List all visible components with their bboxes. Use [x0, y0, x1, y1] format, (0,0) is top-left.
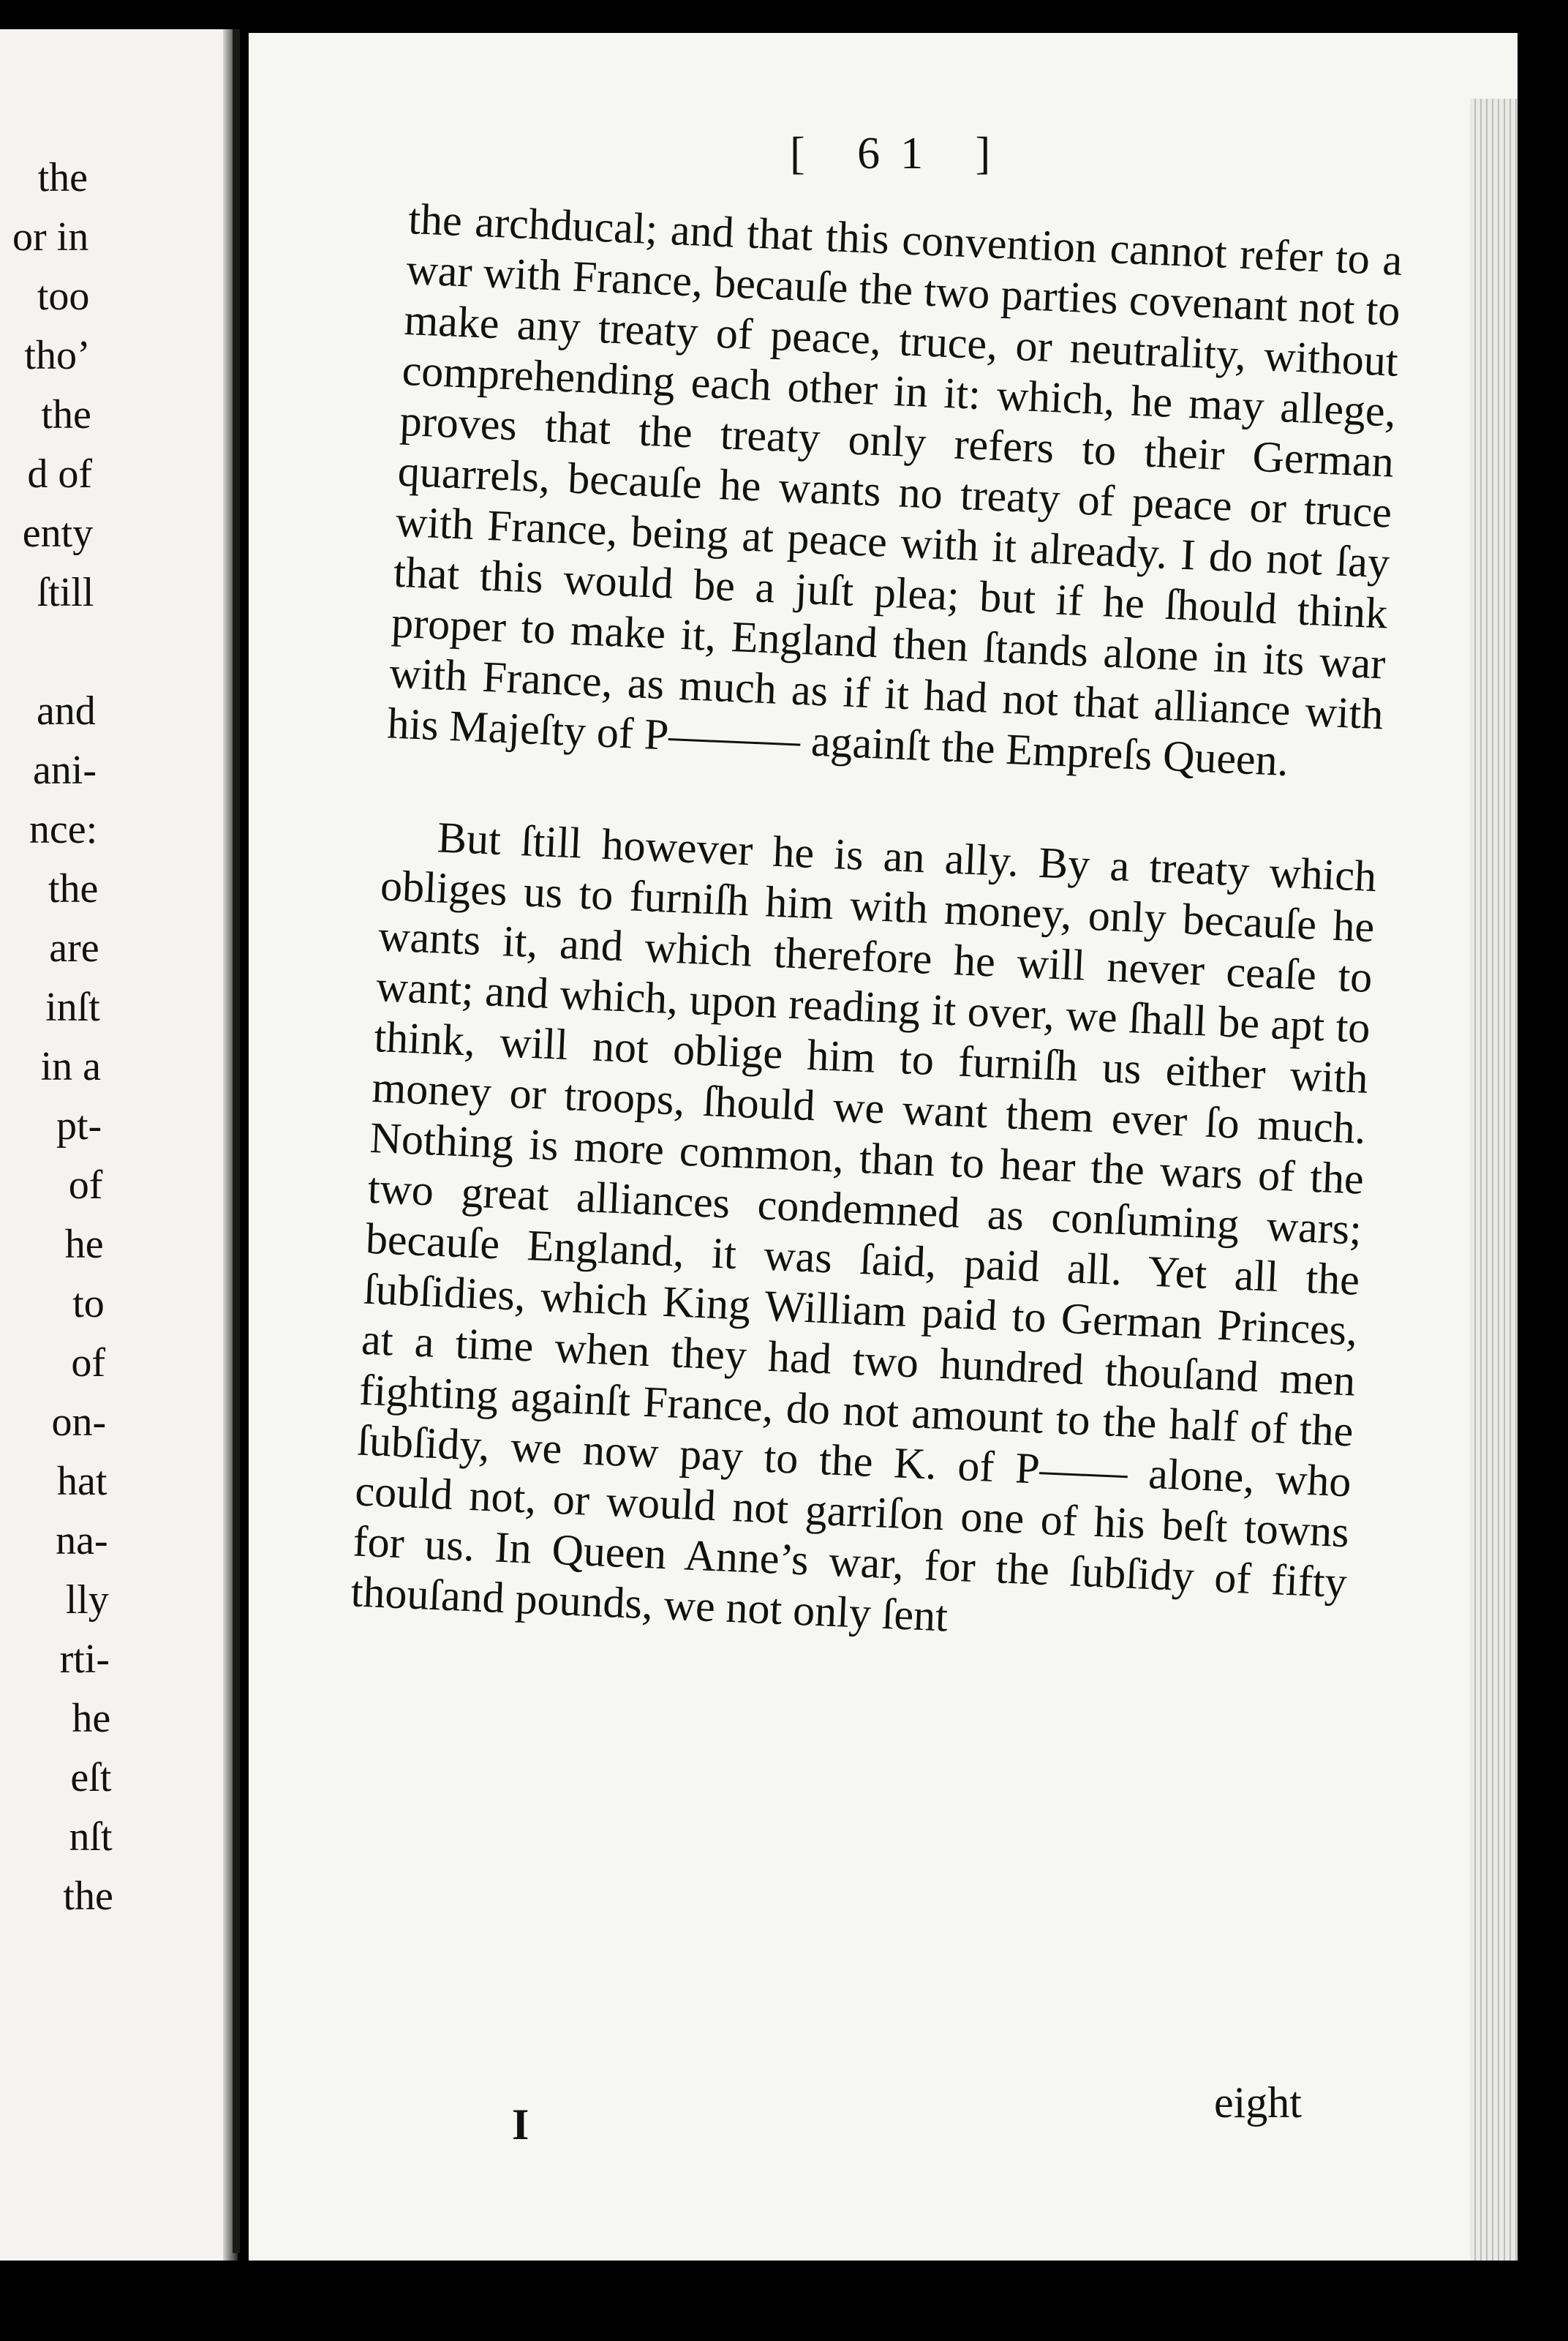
left-page-line: d of	[27, 451, 92, 497]
left-page-line: enty	[22, 511, 94, 556]
left-page-line: the	[63, 1874, 113, 1919]
left-page-line: the	[41, 392, 91, 437]
left-page-line: na-	[56, 1518, 108, 1563]
left-page-line: to	[72, 1281, 105, 1326]
left-page-line: in a	[40, 1044, 101, 1089]
left-page-line: the	[37, 155, 88, 200]
catchword: eight	[1214, 2078, 1302, 2127]
left-page-line: he	[64, 1222, 104, 1267]
page-fold-line	[233, 29, 240, 2253]
left-page-line: hat	[56, 1459, 108, 1504]
left-page-line: and	[36, 688, 96, 734]
left-page-line: inſt	[45, 985, 100, 1030]
left-page-line: ſtill	[37, 570, 94, 615]
left-page-line: ani-	[32, 748, 97, 793]
left-page-line: the	[48, 866, 99, 912]
signature-mark: I	[512, 2100, 529, 2149]
left-page-line: nce:	[29, 807, 98, 852]
right-scan-border	[1518, 0, 1568, 2341]
left-page-line: of	[71, 1340, 105, 1386]
left-page-line: too	[37, 274, 90, 319]
paragraph-1: the archducal; and that this convention cannot refer to a war with France, becauſe the two parties covenant not to make any treaty of peace, truce, or neutrality, without comprehending each other in it: which, he may allege, proves that the treaty only refers to their German quarrels, becauſe he wants no treaty of peace or truce with France, being at peace with it already. I do not ſay that this would be a juſt plea; but if he ſhould think proper to make it, England then ſtands alone in its war with France, as much as if it had not that alliance with his Majeſty of P——— againſt the Empreſs Queen.	[386, 194, 1403, 785]
page-edges	[1470, 99, 1521, 2301]
left-facing-page	[0, 29, 227, 2261]
bottom-scan-border	[0, 2261, 1568, 2341]
paragraph-2: But ſtill however he is an ally. By a treaty which obliges us to furniſh him with money, only becauſe he wants it, and which therefore he will never ceaſe to want; and which, upon reading it over, we ſhall be apt to think, will not oblige him to furniſh us either with money or troops, ſhould we want them ever ſo much. Nothing is more common, than to hear the wars of the two great alliances condemned as conſuming wars; becauſe England, it was ſaid, paid all. Yet all the ſubſidies, which King William paid to German Princes, at a time when they had two hundred thouſand men fighting againſt France, do not amount to the half of the ſubſidy, we now pay to the K. of P—— alone, who could not, or would not garriſon one of his beſt towns for us. In Queen Anne’s war, for the ſubſidy of fifty thouſand pounds, we not only ſent	[350, 813, 1378, 1641]
left-page-line: rti-	[59, 1637, 110, 1682]
page-body	[350, 194, 1403, 1658]
left-page-line: are	[49, 925, 99, 971]
left-page-line: nſt	[69, 1814, 113, 1860]
left-page-line: of	[68, 1162, 103, 1208]
left-page-line: on-	[51, 1399, 107, 1445]
left-page-line: he	[72, 1696, 111, 1741]
page-number: [ 61 ]	[790, 129, 1011, 179]
left-page-line: tho’	[24, 333, 91, 378]
left-page-line: eſt	[70, 1755, 112, 1800]
left-page-line: lly	[65, 1577, 109, 1623]
left-page-line: pt-	[56, 1103, 102, 1149]
left-page-line: or in	[12, 214, 89, 260]
